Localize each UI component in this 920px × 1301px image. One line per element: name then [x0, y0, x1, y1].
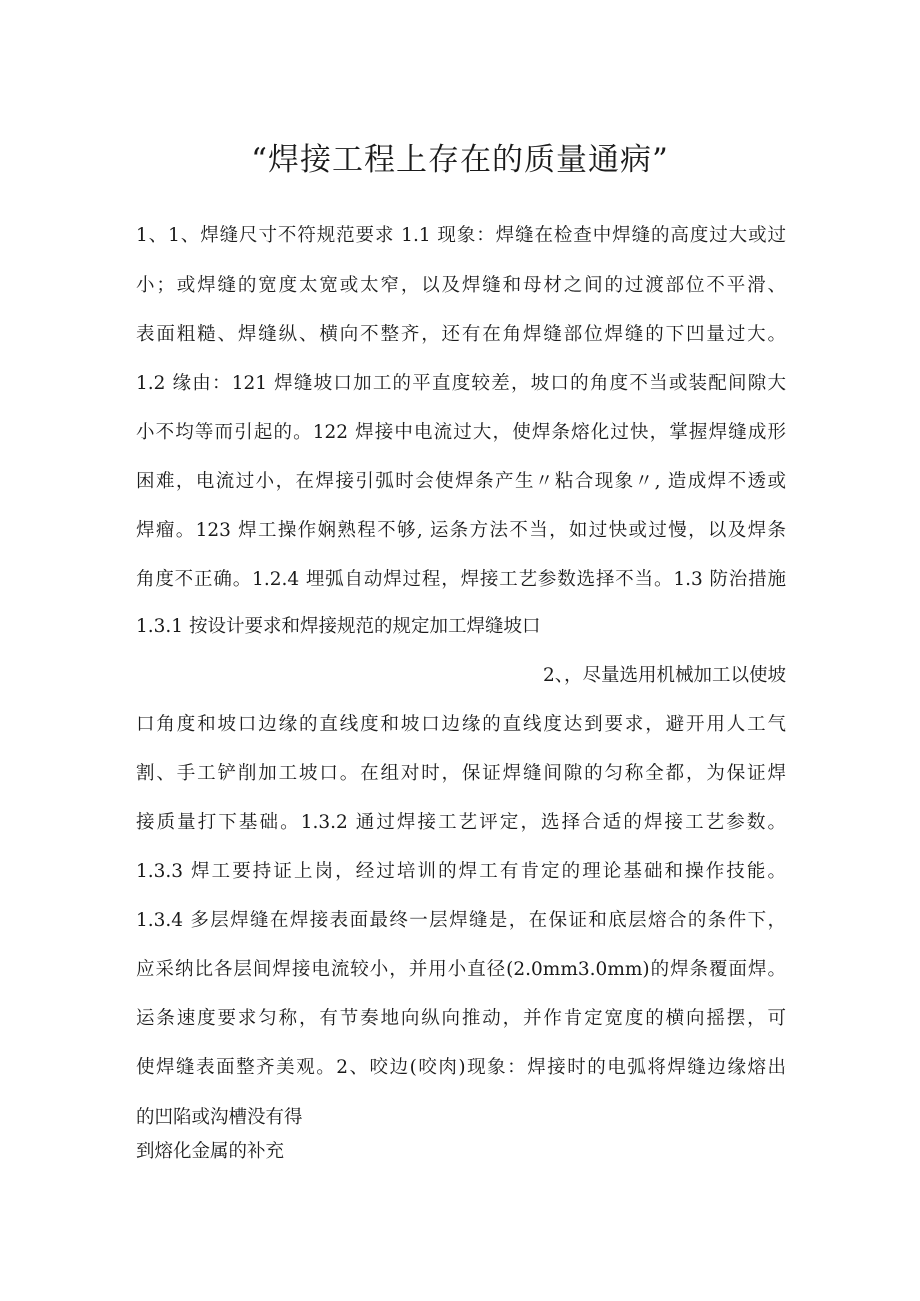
paragraph-line: 到熔化金属的补充 — [136, 1141, 285, 1162]
paragraph-line: 割、手工铲削加工坡口。在组对时，保证焊缝间隙的匀称全都，为保证焊 — [136, 763, 786, 784]
paragraph-line: 口角度和坡口边缘的直线度和坡口边缘的直线度达到要求，避开用人工气 — [136, 714, 786, 735]
paragraph-line: 角度不正确。1.2.4 埋弧自动焊过程，焊接工艺参数选择不当。1.3 防治措施 — [136, 569, 786, 590]
paragraph-line: 应采纳比各层间焊接电流较小，并用小直径(2.0mm3.0mm)的焊条覆面焊。 — [136, 959, 786, 980]
paragraph-line: 接质量打下基础。1.3.2 通过焊接工艺评定，选择合适的焊接工艺参数。 — [136, 812, 786, 833]
paragraph-line: 使焊缝表面整齐美观。2、咬边(咬肉)现象：焊接时的电弧将焊缝边缘熔出 — [136, 1057, 786, 1078]
paragraph-line: 焊瘤。123 焊工操作娴熟程不够, 运条方法不当，如过快或过慢，以及焊条 — [136, 520, 786, 541]
paragraph-line: 困难，电流过小，在焊接引弧时会使焊条产生〃粘合现象〃, 造成焊不透或 — [136, 471, 786, 492]
document-title: “焊接工程上存在的质量通病” — [251, 142, 669, 178]
paragraph-line: 1.3.4 多层焊缝在焊接表面最终一层焊缝是，在保证和底层熔合的条件下， — [136, 910, 786, 931]
paragraph-line: 表面粗糙、焊缝纵、横向不整齐，还有在角焊缝部位焊缝的下凹量过大。 — [136, 324, 786, 345]
paragraph-line: 小不均等而引起的。122 焊接中电流过大，使焊条熔化过快，掌握焊缝成形 — [136, 422, 786, 443]
paragraph-line: 1.3.3 焊工要持证上岗，经过培训的焊工有肯定的理论基础和操作技能。 — [136, 861, 786, 882]
paragraph-line: 小；或焊缝的宽度太宽或太窄，以及焊缝和母材之间的过渡部位不平滑、 — [136, 275, 786, 296]
paragraph-line: 1.3.1 按设计要求和焊接规范的规定加工焊缝坡口 — [136, 616, 541, 637]
paragraph-line: 1、1、焊缝尺寸不符规范要求 1.1 现象：焊缝在检查中焊缝的高度过大或过 — [136, 225, 786, 246]
paragraph-line: 运条速度要求匀称，有节奏地向纵向推动，并作肯定宽度的横向摇摆，可 — [136, 1008, 786, 1029]
paragraph-line: 2、，尽量选用机械加工以使坡 — [542, 665, 786, 686]
paragraph-line: 的凹陷或沟槽没有得 — [136, 1107, 303, 1128]
paragraph-line: 1.2 缘由：121 焊缝坡口加工的平直度较差，坡口的角度不当或装配间隙大 — [136, 373, 786, 394]
